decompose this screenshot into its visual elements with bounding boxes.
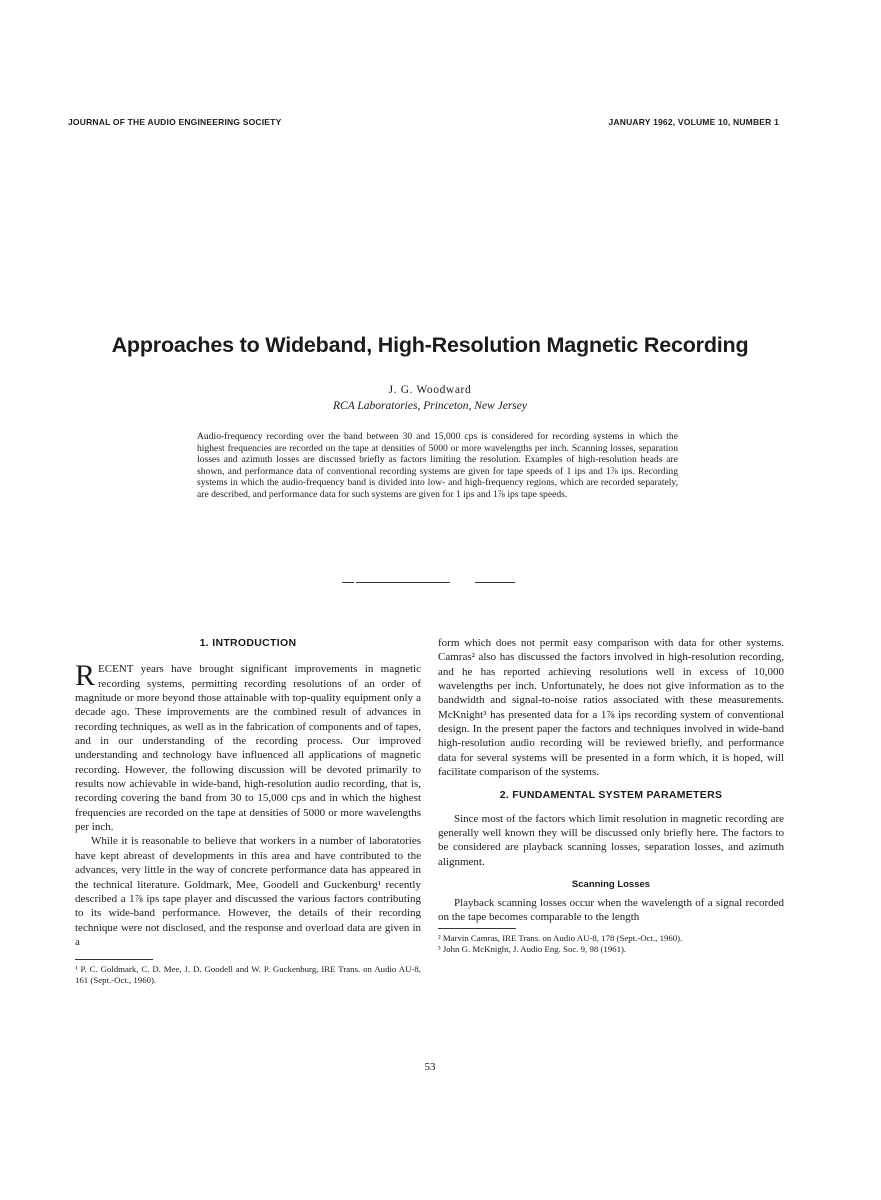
footnote-2: ² Marvin Camras, IRE Trans. on Audio AU-8, 178 (Sept.-Oct., 1960).	[438, 933, 683, 944]
footnotes-2-3	[438, 933, 784, 955]
footnote-rule	[75, 959, 153, 960]
section-heading-introduction: 1. INTRODUCTION	[199, 637, 297, 649]
issue-info: JANUARY 1962, VOLUME 10, NUMBER 1	[608, 117, 779, 127]
affiliation: RCA Laboratories, Princeton, New Jersey	[333, 400, 527, 412]
article-title: Approaches to Wideband, High-Resolution Magnetic Recording	[111, 333, 749, 357]
footnote-3: ³ John G. McKnight, J. Audio Eng. Soc. 9, 98 (1961).	[438, 944, 627, 955]
separator-rule	[356, 582, 450, 583]
journal-name: JOURNAL OF THE AUDIO ENGINEERING SOCIETY	[68, 117, 282, 127]
abstract: Audio-frequency recording over the band between 30 and 15,000 cps is considered for recording systems in which the highest frequencies are recorded on the tape at densities of 5000 or more wavelengths per inch. Scanning losses, separation losses and azimuth losses are discussed briefly as factors limiting the resolution. Examples of high-resolution heads are shown, and performance data of conventional recording systems are given for tape speeds of 1 ips and 1⅞ ips. Recording systems in which the audio-frequency band is divided into low- and high-frequency regions, which are recorded separately, are described, and performance data for such systems are given for 1 ips and 1⅞ ips tape speeds.	[197, 431, 678, 500]
subsection-heading-scanning-losses: Scanning Losses	[571, 879, 651, 891]
right-column	[438, 636, 784, 955]
left-column	[75, 636, 421, 986]
body-paragraph: Since most of the factors which limit resolution in magnetic recording are generally well known they will be discussed only briefly here. The factors to be considered are playback scanning losses, separation losses, and azimuth alignment.	[438, 812, 784, 868]
section-heading-fundamental: 2. FUNDAMENTAL SYSTEM PARAMETERS	[499, 789, 723, 802]
separator-rule	[342, 582, 354, 583]
footnote-rule	[438, 928, 516, 929]
body-paragraph: Playback scanning losses occur when the wavelength of a signal recorded on the tape becomes comparable to the length	[438, 896, 784, 923]
intro-paragraph: RECENT years have brought significant improvements in magnetic recording systems, permitting recording resolutions of an order of magnitude or more beyond those attainable with top-quality equipment only a decade ago. These improvements are the combined result of advances in recording techniques, as well as in the fabrication of components and of tapes, and in our understanding of the recording process. Our improved understanding and technology have influenced all applications of magnetic recording. However, the following discussion will be devoted primarily to results now achievable in wide-band, high-resolution audio recording, that is, recording covering the band from 30 to 15,000 cps and in which the highest frequencies are recorded on the tape at densities of 5000 or more wavelengths per inch.	[75, 659, 421, 834]
author: J. G. Woodward	[388, 384, 472, 396]
page-number: 53	[424, 1061, 436, 1073]
separator-rule	[475, 582, 515, 583]
footnote-1: ¹ P. C. Goldmark, C. D. Mee, J. D. Goodell and W. P. Guckenburg, IRE Trans. on Audio AU-8, 161 (Sept.-Oct., 1960).	[75, 964, 421, 986]
drop-cap: R	[75, 659, 96, 693]
intro-paragraph: form which does not permit easy comparison with data for other systems. Camras² also has discussed the factors involved in high-resolution recording, and he has reported achieving resolutions well in excess of 10,000 wavelengths per inch. Unfortunately, he does not give information as to the bandwidth and signal-to-noise ratios associated with these measurements. McKnight³ has presented data for a 1⅞ ips recording system of conventional design. In the present paper the factors and techniques involved in wide-band high-resolution audio recording will be reviewed briefly, and performance data for several systems will be presented in a form which, it is hoped, will facilitate comparison of the systems.	[438, 637, 784, 779]
intro-paragraph: While it is reasonable to believe that workers in a number of laboratories have kept abreast of developments in this area and have contributed to the advances, very little in the way of concrete performance data has appeared in the technical literature. Goldmark, Mee, Goodell and Guckenburg¹ recently described a 1⅞ ips tape player and discussed the various factors contributing to its wide-band performance. However, the details of their recording technique were not disclosed, and the response and overload data are given in a	[75, 835, 421, 948]
